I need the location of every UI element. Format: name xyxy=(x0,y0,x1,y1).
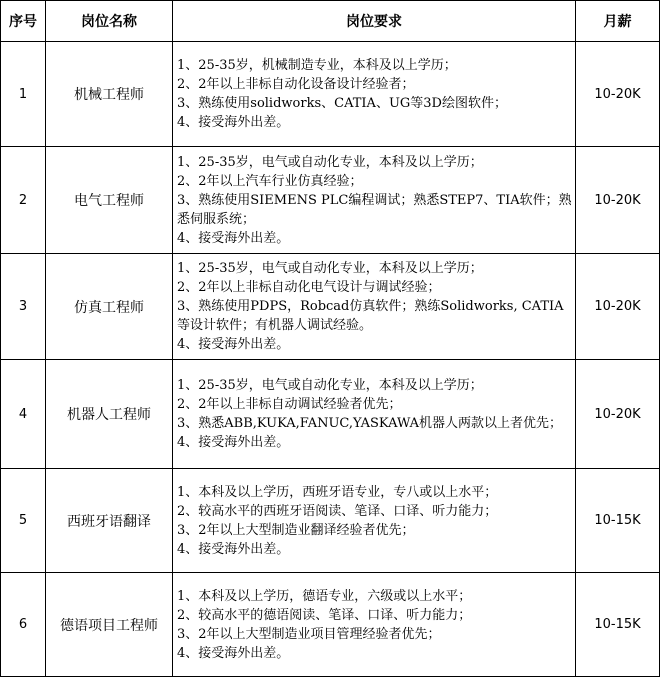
table-row xyxy=(1,469,660,573)
requirement-line: 4、接受海外出差。 xyxy=(177,645,290,661)
job-requirements xyxy=(173,254,576,360)
row-no: 1 xyxy=(1,42,46,147)
job-title: 德语项目工程师 xyxy=(46,573,173,677)
salary: 10-20K xyxy=(576,254,660,360)
salary: 10-15K xyxy=(576,573,660,677)
salary: 10-20K xyxy=(576,360,660,469)
requirement-line: 4、接受海外出差。 xyxy=(177,435,290,450)
requirement-line: 3、2年以上大型制造业项目管理经验者优先； xyxy=(177,626,441,642)
table-row xyxy=(1,147,660,254)
job-title: 机械工程师 xyxy=(46,42,173,147)
table-row xyxy=(1,573,660,677)
header-no: 序号 xyxy=(1,1,46,42)
requirement-line: 2、较高水平的德语阅读、笔译、口译、听力能力； xyxy=(177,607,472,623)
requirement-line: 2、2年以上非标自动调试经验者优先； xyxy=(177,397,402,412)
row-no: 2 xyxy=(1,147,46,254)
requirement-line: 1、25-35岁，电气或自动化专业，本科及以上学历； xyxy=(177,154,483,170)
row-no: 4 xyxy=(1,360,46,469)
row-no: 5 xyxy=(1,469,46,573)
requirement-line: 2、较高水平的西班牙语阅读、笔译、口译、听力能力； xyxy=(177,503,498,519)
header-name: 岗位名称 xyxy=(46,1,173,42)
requirement-line: 4、接受海外出差。 xyxy=(177,337,290,352)
table-row xyxy=(1,42,660,147)
requirement-line: 3、熟练使用solidworks、CATIA、UG等3D绘图软件； xyxy=(177,96,507,111)
job-title: 机器人工程师 xyxy=(46,360,173,469)
salary: 10-20K xyxy=(576,147,660,254)
header-requirements: 岗位要求 xyxy=(173,1,576,42)
requirement-line: 4、接受海外出差。 xyxy=(177,230,290,246)
requirement-line: 4、接受海外出差。 xyxy=(177,115,290,130)
requirement-line: 3、2年以上大型制造业翻译经验者优先； xyxy=(177,522,415,538)
header-salary: 月薪 xyxy=(576,1,660,42)
requirement-line: 1、25-35岁，电气或自动化专业，本科及以上学历； xyxy=(177,261,483,276)
job-requirements xyxy=(173,469,576,573)
row-no: 3 xyxy=(1,254,46,360)
job-requirements xyxy=(173,42,576,147)
job-title: 仿真工程师 xyxy=(46,254,173,360)
requirement-line: 4、接受海外出差。 xyxy=(177,541,290,557)
salary: 10-15K xyxy=(576,469,660,573)
requirement-line: 2、2年以上非标自动化电气设计与调试经验； xyxy=(177,280,441,295)
requirement-line: 2、2年以上汽车行业仿真经验； xyxy=(177,173,363,189)
requirement-line: 2、2年以上非标自动化设备设计经验者； xyxy=(177,77,415,92)
header-row xyxy=(1,1,660,42)
requirement-line: 3、熟练使用PDPS，Robcad仿真软件；熟练Solidworks, CATIA等设计软件；有机器人调试经验。 xyxy=(177,299,564,333)
requirement-line: 1、25-35岁，电气或自动化专业，本科及以上学历； xyxy=(177,378,483,393)
requirement-line: 3、熟练使用SIEMENS PLC编程调试；熟悉STEP7、TIA软件；熟悉伺服系统； xyxy=(177,192,572,227)
row-no: 6 xyxy=(1,573,46,677)
requirement-line: 1、本科及以上学历，德语专业，六级或以上水平； xyxy=(177,588,472,604)
job-requirements xyxy=(173,573,576,677)
job-title: 电气工程师 xyxy=(46,147,173,254)
requirement-line: 1、25-35岁，机械制造专业，本科及以上学历； xyxy=(177,58,457,73)
job-requirements xyxy=(173,147,576,254)
requirement-line: 1、本科及以上学历，西班牙语专业，专八或以上水平； xyxy=(177,484,498,500)
job-requirements xyxy=(173,360,576,469)
job-title: 西班牙语翻译 xyxy=(46,469,173,573)
salary: 10-20K xyxy=(576,42,660,147)
table-row xyxy=(1,360,660,469)
table-row xyxy=(1,254,660,360)
requirement-line: 3、熟悉ABB,KUKA,FANUC,YASKAWA机器人两款以上者优先； xyxy=(177,416,563,431)
